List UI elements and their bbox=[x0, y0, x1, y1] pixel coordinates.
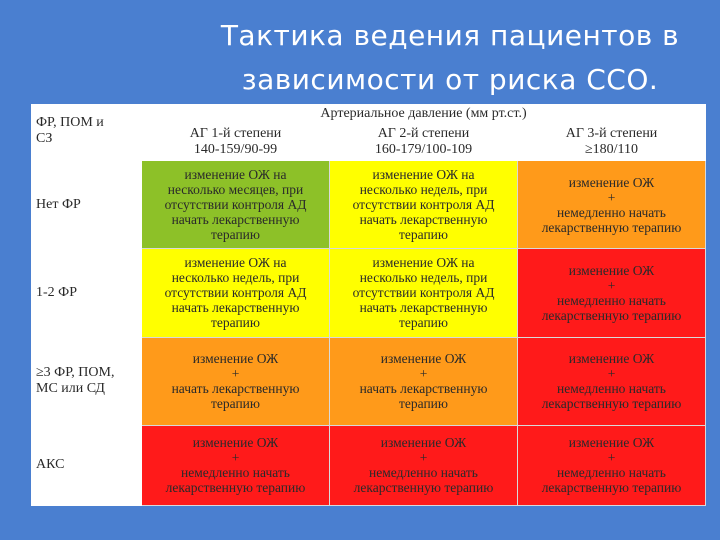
cell-line: + bbox=[231, 366, 240, 382]
cell-line: + bbox=[419, 366, 428, 382]
cell-line: + bbox=[607, 366, 616, 382]
cell-aks-grade-1 bbox=[142, 425, 330, 505]
cell-line: несколько месяцев, при bbox=[167, 182, 304, 198]
cell-line: терапию bbox=[399, 396, 448, 412]
row-label-no-rf: Нет ФР bbox=[32, 161, 142, 249]
grade-header-3 bbox=[518, 123, 706, 161]
cell-line: изменение ОЖ bbox=[380, 351, 467, 367]
slide-title-line-1: Тактика ведения пациентов в bbox=[220, 19, 680, 52]
cell-3-rf-grade-2 bbox=[330, 337, 518, 425]
grade-name: АГ 1-й степени bbox=[189, 125, 282, 141]
row-label-line-2: МС или СД bbox=[36, 381, 105, 397]
cell-1-2-rf-grade-1 bbox=[142, 249, 330, 337]
cell-line: лекарственную терапию bbox=[165, 480, 306, 496]
cell-line: изменение ОЖ на bbox=[184, 255, 287, 271]
cell-line: + bbox=[231, 450, 240, 466]
cell-line: + bbox=[607, 277, 616, 293]
cell-line: + bbox=[607, 189, 616, 205]
cell-aks-grade-2 bbox=[330, 425, 518, 505]
cell-line: изменение ОЖ bbox=[568, 262, 655, 278]
cell-line: изменение ОЖ bbox=[380, 435, 467, 451]
cell-line: лекарственную терапию bbox=[541, 480, 682, 496]
cell-line: лекарственную терапию bbox=[541, 307, 682, 323]
cell-3-rf-grade-3 bbox=[518, 337, 706, 425]
cell-line: изменение ОЖ bbox=[568, 174, 655, 190]
cell-line: терапию bbox=[211, 396, 260, 412]
cell-line: отсутствии контроля АД bbox=[352, 285, 495, 301]
cell-line: + bbox=[419, 450, 428, 466]
cell-no-rf-grade-3 bbox=[518, 161, 706, 249]
cell-no-rf-grade-2 bbox=[330, 161, 518, 249]
cell-line: начать лекарственную bbox=[359, 381, 488, 397]
cell-line: немедленно начать bbox=[557, 465, 666, 481]
cell-line: немедленно начать bbox=[557, 381, 666, 397]
cell-line: немедленно начать bbox=[557, 292, 666, 308]
cell-no-rf-grade-1 bbox=[142, 161, 330, 249]
cell-line: изменение ОЖ на bbox=[372, 255, 475, 271]
grade-name: АГ 3-й степени bbox=[565, 125, 658, 141]
cell-line: + bbox=[607, 450, 616, 466]
grade-range: 160-179/100-109 bbox=[374, 141, 473, 157]
row-label-1-2-rf: 1-2 ФР bbox=[32, 249, 142, 337]
cell-line: лекарственную терапию bbox=[541, 396, 682, 412]
cell-line: отсутствии контроля АД bbox=[164, 197, 307, 213]
row-label-3-rf bbox=[32, 337, 142, 425]
cell-line: начать лекарственную bbox=[171, 212, 300, 228]
corner-header bbox=[32, 105, 142, 161]
slide-title-line-2: зависимости от риска ССО. bbox=[241, 63, 659, 96]
cell-line: немедленно начать bbox=[557, 204, 666, 220]
cell-line: изменение ОЖ bbox=[568, 351, 655, 367]
row-label-line-1: ≥3 ФР, ПОМ, bbox=[36, 365, 115, 381]
cell-line: изменение ОЖ bbox=[568, 435, 655, 451]
row-label-aks: АКС bbox=[32, 425, 142, 505]
cell-line: немедленно начать bbox=[369, 465, 478, 481]
cell-line: несколько недель, при bbox=[359, 182, 488, 198]
cell-line: изменение ОЖ bbox=[192, 435, 279, 451]
cell-line: изменение ОЖ на bbox=[184, 167, 287, 183]
cell-line: лекарственную терапию bbox=[353, 480, 494, 496]
blood-pressure-header: Артериальное давление (мм рт.ст.) bbox=[142, 105, 706, 123]
cell-line: начать лекарственную bbox=[359, 300, 488, 316]
cell-line: несколько недель, при bbox=[359, 270, 488, 286]
cell-1-2-rf-grade-2 bbox=[330, 249, 518, 337]
cell-line: начать лекарственную bbox=[171, 300, 300, 316]
risk-tactics-table bbox=[31, 104, 705, 506]
cell-line: терапию bbox=[399, 227, 448, 243]
cell-aks-grade-3 bbox=[518, 425, 706, 505]
corner-header-line-2: СЗ bbox=[36, 131, 53, 146]
cell-1-2-rf-grade-3 bbox=[518, 249, 706, 337]
cell-line: начать лекарственную bbox=[171, 381, 300, 397]
cell-line: терапию bbox=[211, 315, 260, 331]
cell-line: начать лекарственную bbox=[359, 212, 488, 228]
cell-line: лекарственную терапию bbox=[541, 219, 682, 235]
cell-line: немедленно начать bbox=[181, 465, 290, 481]
grade-header-1 bbox=[142, 123, 330, 161]
corner-header-line-1: ФР, ПОМ и bbox=[36, 115, 104, 130]
cell-line: терапию bbox=[399, 315, 448, 331]
grade-name: АГ 2-й степени bbox=[377, 125, 470, 141]
cell-line: изменение ОЖ bbox=[192, 351, 279, 367]
cell-line: изменение ОЖ на bbox=[372, 167, 475, 183]
grade-header-2 bbox=[330, 123, 518, 161]
cell-3-rf-grade-1 bbox=[142, 337, 330, 425]
cell-line: отсутствии контроля АД bbox=[164, 285, 307, 301]
grade-range: ≥180/110 bbox=[584, 141, 639, 157]
cell-line: отсутствии контроля АД bbox=[352, 197, 495, 213]
cell-line: терапию bbox=[211, 227, 260, 243]
grade-range: 140-159/90-99 bbox=[193, 141, 278, 157]
slide-title bbox=[190, 14, 710, 102]
cell-line: несколько недель, при bbox=[171, 270, 300, 286]
